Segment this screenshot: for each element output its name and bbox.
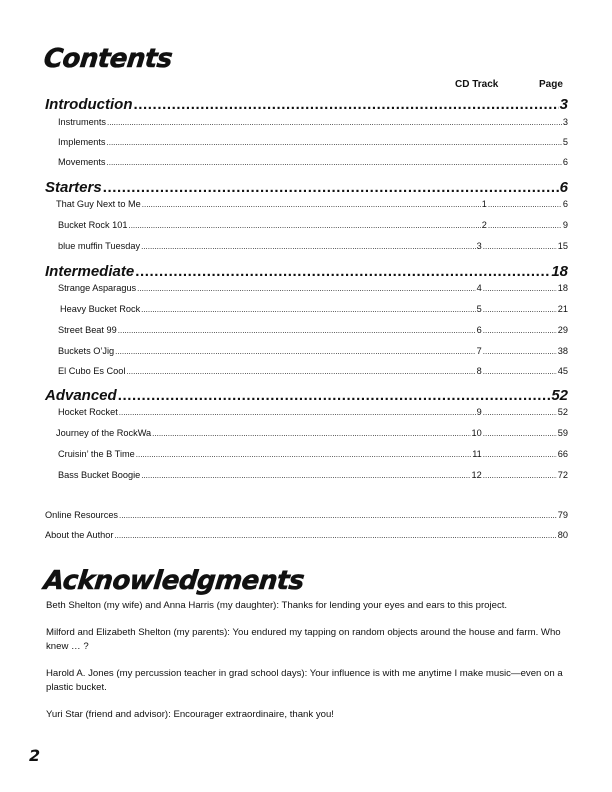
entry-title: El Cubo Es Cool: [58, 366, 126, 376]
dot-leader: [483, 471, 557, 480]
toc-section-starters[interactable]: [0, 179, 612, 199]
entry-track: 2: [481, 220, 487, 230]
dot-leader: [142, 200, 481, 209]
toc-entry-instruments[interactable]: [0, 117, 612, 133]
dot-leader: [483, 429, 557, 438]
toc-entry-song[interactable]: [0, 220, 612, 236]
entry-page: 18: [557, 283, 568, 293]
entry-page: 5: [562, 137, 568, 147]
entry-title: Street Beat 99: [58, 325, 117, 335]
entry-title: Implements: [58, 137, 106, 147]
section-page: 18: [551, 263, 568, 280]
toc-entry-song[interactable]: [0, 304, 612, 320]
entry-track: 4: [476, 283, 482, 293]
acknowledgment-paragraph: Beth Shelton (my wife) and Anna Harris (my daughter): Thanks for lending your eyes and ears to this project.: [46, 600, 508, 611]
toc-entry-song[interactable]: [0, 470, 612, 486]
entry-track: 1: [481, 199, 487, 209]
entry-page: 6: [562, 199, 568, 209]
entry-title: Cruisin’ the B Time: [58, 449, 135, 459]
toc-section-introduction[interactable]: [0, 96, 612, 116]
entry-track: 11: [472, 449, 482, 459]
entry-track: 3: [476, 241, 482, 251]
acknowledgment-paragraph: Milford and Elizabeth Shelton (my parents): You endured my tapping on random objects around the house and farm. Who knew … ?: [46, 627, 561, 652]
dot-leader: [483, 450, 557, 459]
dot-leader: [119, 408, 476, 417]
entry-title: About the Author: [45, 530, 114, 540]
entry-title: That Guy Next to Me: [56, 199, 141, 209]
dot-leader: [107, 118, 562, 127]
entry-track: 6: [476, 325, 482, 335]
dot-leader: [488, 221, 562, 230]
entry-page: 15: [557, 241, 568, 251]
dot-leader: [141, 471, 470, 480]
page-number: 2: [29, 746, 41, 765]
entry-title: Hocket Rocket: [58, 407, 118, 417]
entry-track: 10: [471, 428, 482, 438]
entry-track: 9: [476, 407, 482, 417]
dot-leader: [483, 408, 557, 417]
section-title: Intermediate: [45, 263, 135, 280]
cd-track-column-header: CD Track: [455, 79, 499, 90]
dot-leader: [488, 200, 562, 209]
dot-leader: [119, 511, 557, 520]
section-title: Starters: [45, 179, 102, 196]
toc-entry-song[interactable]: [0, 241, 612, 257]
entry-page: 59: [557, 428, 568, 438]
entry-title: Journey of the RockWa: [56, 428, 152, 438]
dot-leader: [141, 242, 476, 251]
toc-entry-about-the-author[interactable]: [0, 530, 612, 546]
dot-leader: [128, 221, 480, 230]
entry-page: 6: [562, 157, 568, 167]
entry-track: 12: [471, 470, 482, 480]
toc-entry-song[interactable]: [0, 428, 612, 444]
entry-page: 38: [557, 346, 568, 356]
dot-leader: [141, 305, 475, 314]
entry-title: Online Resources: [45, 510, 119, 520]
entry-title: Strange Asparagus: [58, 283, 137, 293]
acknowledgment-paragraph: Harold A. Jones (my percussion teacher in grad school days): Your influence is with me anytime I make music—even on a plastic bucket.: [46, 668, 563, 693]
section-page: 52: [551, 387, 568, 404]
section-title: Advanced: [45, 387, 117, 404]
entry-track: 5: [476, 304, 482, 314]
dot-leader: [133, 96, 558, 113]
entry-title: Bass Bucket Boogie: [58, 470, 141, 480]
dot-leader: [103, 179, 559, 196]
toc-section-advanced[interactable]: [0, 387, 612, 407]
toc-entry-implements[interactable]: [0, 137, 612, 153]
entry-page: 3: [562, 117, 568, 127]
entry-title: Instruments: [58, 117, 106, 127]
dot-leader: [152, 429, 470, 438]
dot-leader: [483, 242, 557, 251]
dot-leader: [483, 326, 557, 335]
entry-title: blue muffin Tuesday: [58, 241, 141, 251]
toc-entry-song[interactable]: [0, 199, 612, 215]
dot-leader: [483, 347, 557, 356]
dot-leader: [483, 367, 557, 376]
toc-section-intermediate[interactable]: [0, 263, 612, 283]
entry-track: 7: [476, 346, 482, 356]
entry-track: 8: [476, 366, 482, 376]
entry-page: 45: [557, 366, 568, 376]
contents-heading: Contents: [42, 44, 174, 74]
dot-leader: [115, 347, 475, 356]
entry-title: Bucket Rock 101: [58, 220, 128, 230]
page-column-header: Page: [539, 79, 563, 90]
toc-entry-song[interactable]: [0, 325, 612, 341]
dot-leader: [483, 284, 557, 293]
dot-leader: [107, 158, 562, 167]
toc-entry-online-resources[interactable]: [0, 510, 612, 526]
dot-leader: [136, 450, 471, 459]
entry-page: 66: [557, 449, 568, 459]
dot-leader: [126, 367, 475, 376]
dot-leader: [137, 284, 475, 293]
dot-leader: [114, 531, 556, 540]
acknowledgments-heading: Acknowledgments: [42, 566, 306, 596]
section-page: 3: [559, 96, 568, 113]
toc-entry-movements[interactable]: [0, 157, 612, 173]
acknowledgment-paragraph: Yuri Star (friend and advisor): Encourager extraordinaire, thank you!: [46, 709, 334, 720]
toc-entry-song[interactable]: [0, 449, 612, 465]
entry-title: Heavy Bucket Rock: [60, 304, 141, 314]
dot-leader: [118, 326, 476, 335]
section-title: Introduction: [45, 96, 133, 113]
entry-title: Buckets O’Jig: [58, 346, 115, 356]
section-page: 6: [559, 179, 568, 196]
entry-page: 79: [557, 510, 568, 520]
dot-leader: [107, 138, 562, 147]
entry-title: Movements: [58, 157, 106, 167]
toc-entry-song[interactable]: [0, 366, 612, 382]
entry-page: 80: [557, 530, 568, 540]
entry-page: 21: [557, 304, 568, 314]
entry-page: 9: [562, 220, 568, 230]
toc-entry-song[interactable]: [0, 283, 612, 299]
entry-page: 29: [557, 325, 568, 335]
toc-entry-song[interactable]: [0, 346, 612, 362]
toc-entry-song[interactable]: [0, 407, 612, 423]
entry-page: 72: [557, 470, 568, 480]
entry-page: 52: [557, 407, 568, 417]
dot-leader: [483, 305, 557, 314]
dot-leader: [118, 387, 551, 404]
dot-leader: [135, 263, 550, 280]
